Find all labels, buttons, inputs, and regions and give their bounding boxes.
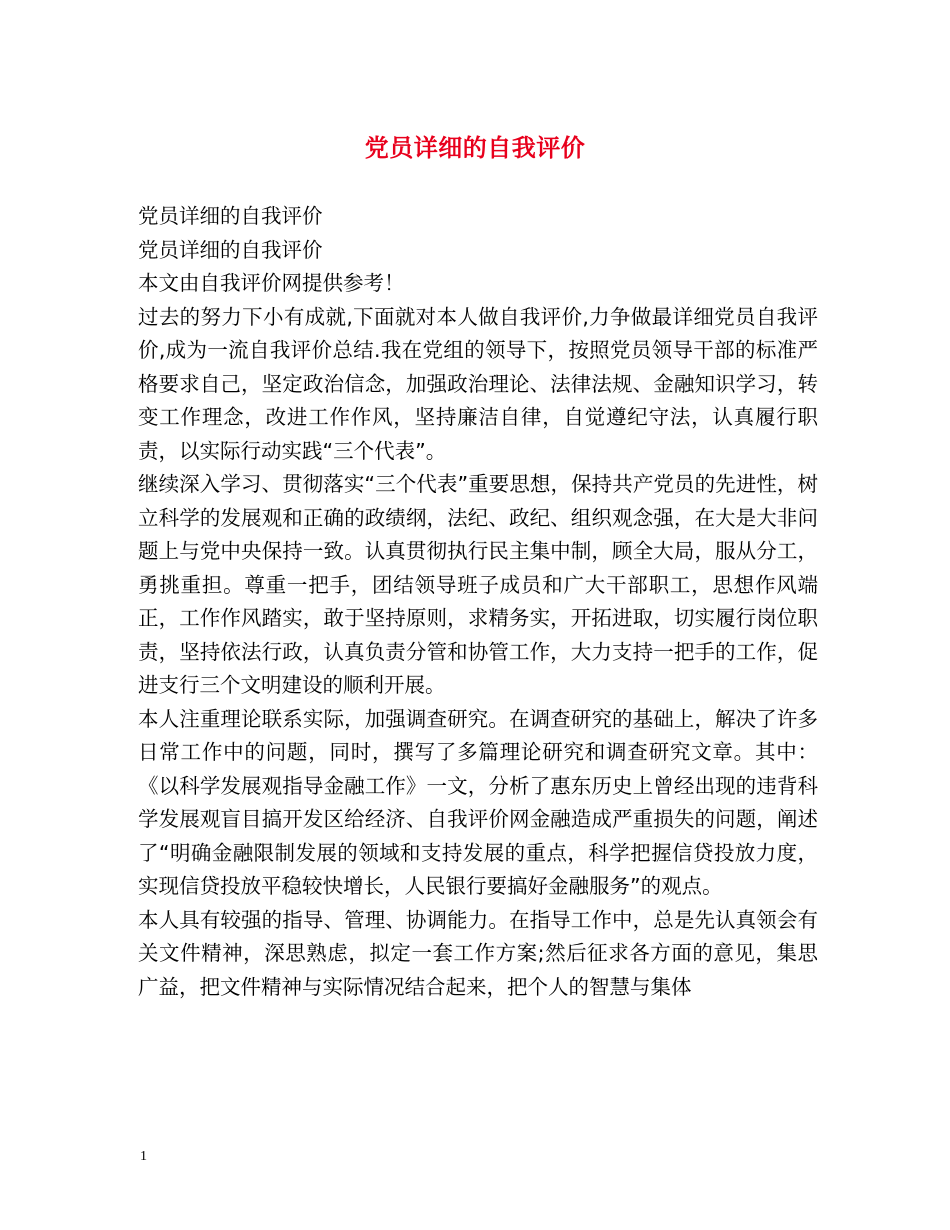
document-body	[138, 200, 818, 1004]
page-number: 1	[140, 1149, 147, 1164]
paragraph-study: 继续深入学习、贯彻落实“三个代表”重要思想，保持共产党员的先进性，树立科学的发展观和正确的政绩纲，法纪、政纪、组织观念强，在大是大非问题上与党中央保持一致。认真贯彻执行民主集中制，顾全大局，服从分工，勇挑重担。尊重一把手，团结领导班子成员和广大干部职工，思想作风端正，工作作风踏实，敢于坚持原则，求精务实，开拓进取，切实履行岗位职责，坚持依法行政，认真负责分管和协管工作，大力支持一把手的工作，促进支行三个文明建设的顺利开展。	[138, 472, 818, 697]
paragraph-heading-1: 党员详细的自我评价	[138, 204, 323, 228]
paragraph-research: 本人注重理论联系实际，加强调查研究。在调查研究的基础上，解决了许多日常工作中的问题，同时，撰写了多篇理论研究和调查研究文章。其中：《以科学发展观指导金融工作》一文，分析了惠东历史上曾经出现的违背科学发展观盲目搞开发区给经济、自我评价网金融造成严重损失的问题，阐述了“明确金融限制发展的领域和支持发展的重点，科学把握信贷投放力度，实现信贷投放平稳较快增长，人民银行要搞好金融服务”的观点。	[138, 706, 818, 898]
paragraph-source-note: 本文由自我评价网提供参考！	[138, 271, 405, 295]
paragraph-heading-2: 党员详细的自我评价	[138, 237, 323, 262]
paragraph-intro: 过去的努力下小有成就,下面就对本人做自我评价,力争做最详细党员自我评价,成为一流自我评价总结.我在党组的领导下，按照党员领导干部的标准严格要求自己，坚定政治信念，加强政治理论、法律法规、金融知识学习，转变工作理念，改进工作作风，坚持廉洁自律，自觉遵纪守法，认真履行职责，以实际行动实践“三个代表”。	[138, 304, 818, 463]
document-title: 党员详细的自我评价	[364, 134, 586, 162]
paragraph-ability: 本人具有较强的指导、管理、协调能力。在指导工作中，总是先认真领会有关文件精神，深思熟虑，拟定一套工作方案;然后征求各方面的意见，集思广益，把文件精神与实际情况结合起来，把个人的智慧与集体	[138, 907, 818, 999]
